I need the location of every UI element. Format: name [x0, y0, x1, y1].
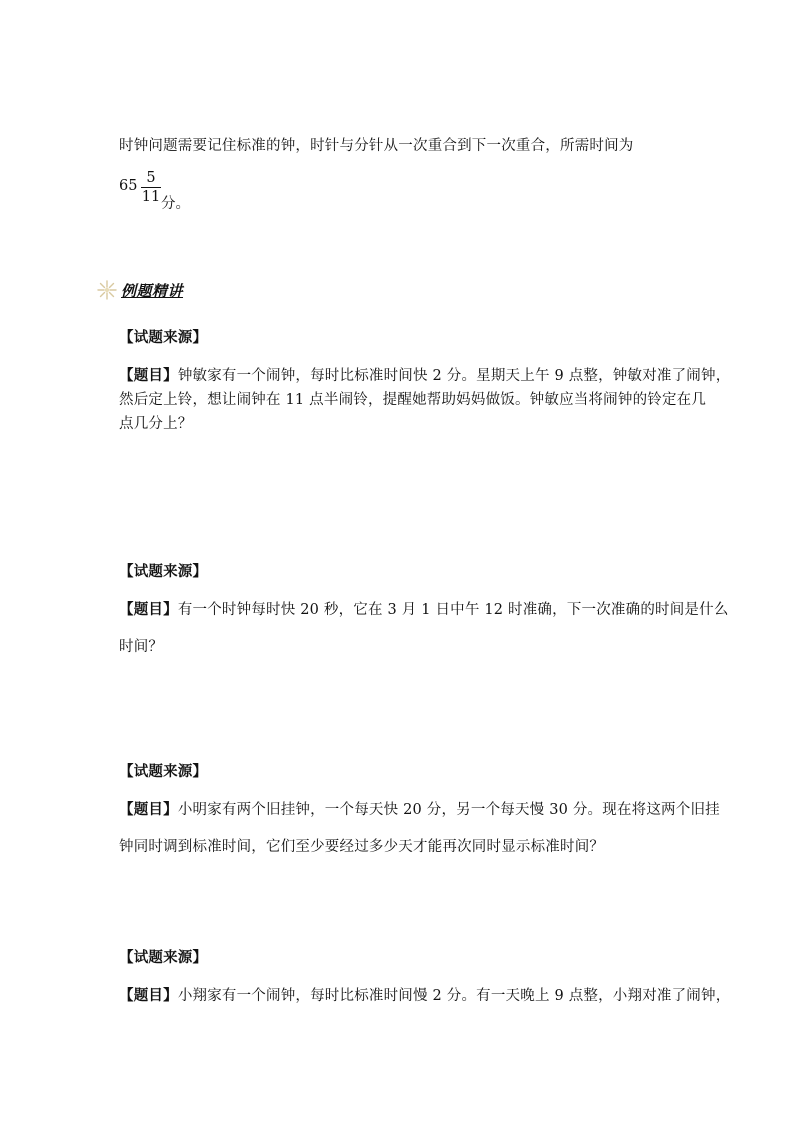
problem-4-source: 【试题来源】 — [119, 949, 208, 966]
problem-3-text-1: 小明家有两个旧挂钟，一个每天快 20 分，另一个每天慢 30 分。现在将这两个旧挂 — [177, 802, 720, 818]
problem-2-line-2: 时间？ — [119, 639, 164, 655]
fraction-denominator: 11 — [141, 189, 161, 205]
fraction-whole: 65 — [119, 178, 138, 194]
flower-icon — [96, 279, 118, 301]
problem-1-text-1: 钟敏家有一个闹钟，每时比标准时间快 2 分。星期天上午 9 点整，钟敏对准了闹钟， — [177, 368, 731, 384]
problem-1-line-3: 点几分上？ — [119, 416, 193, 432]
problem-3-line-1 — [119, 800, 720, 820]
problem-4-text-1: 小翔家有一个闹钟，每时比标准时间慢 2 分。有一天晚上 9 点整，小翔对准了闹钟， — [177, 988, 731, 1004]
problem-3-source: 【试题来源】 — [119, 763, 208, 780]
problem-4-line-1 — [119, 986, 730, 1006]
fraction-bar — [141, 187, 161, 188]
problem-1-source: 【试题来源】 — [119, 329, 208, 346]
problem-4-tag: 【题目】 — [119, 987, 178, 1004]
problem-1-tag: 【题目】 — [119, 367, 178, 384]
problem-2-text-1: 有一个时钟每时快 20 秒，它在 3 月 1 日中午 12 时准确，下一次准确的时间是什么 — [177, 602, 729, 618]
problem-1-line-1 — [119, 366, 730, 386]
problem-2-source: 【试题来源】 — [119, 563, 208, 580]
section-heading — [96, 279, 183, 301]
section-title: 例题精讲 — [121, 281, 184, 300]
problem-3-line-2: 钟同时调到标准时间，它们至少要经过多少天才能再次同时显示标准时间？ — [119, 839, 605, 855]
fraction-unit: 分。 — [161, 196, 190, 212]
problem-2-tag: 【题目】 — [119, 601, 178, 618]
intro-text: 时钟问题需要记住标准的钟，时针与分针从一次重合到下一次重合，所需时间为 — [119, 138, 634, 154]
problem-3-tag: 【题目】 — [119, 801, 178, 818]
problem-2-line-1 — [119, 600, 729, 620]
fraction-numerator: 5 — [146, 170, 156, 186]
problem-1-line-2: 然后定上铃，想让闹钟在 11 点半闹铃，提醒她帮助妈妈做饭。钟敏应当将闹钟的铃定在几 — [119, 392, 707, 408]
fraction — [141, 170, 161, 205]
